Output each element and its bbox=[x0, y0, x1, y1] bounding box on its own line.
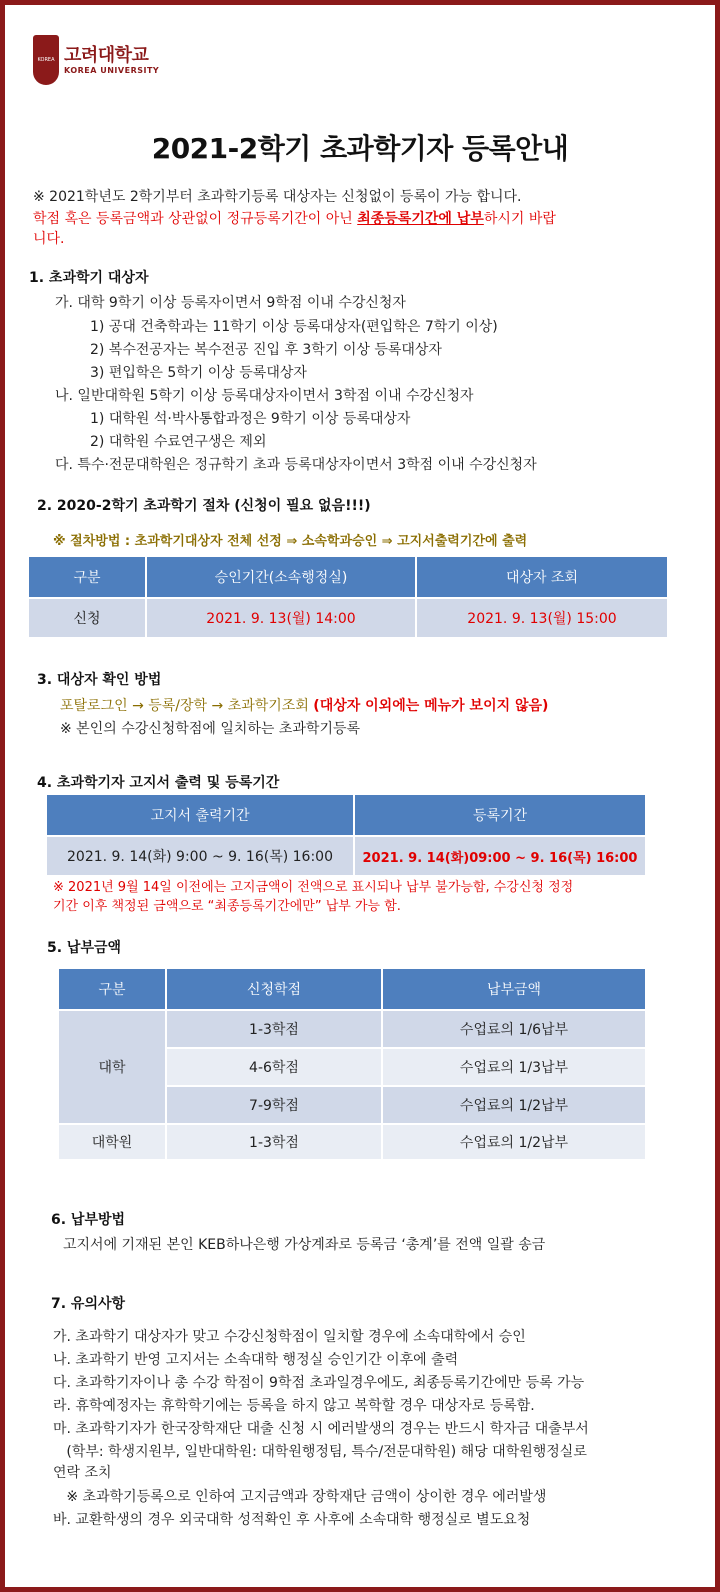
table-cell: 수업료의 1/6납부 bbox=[382, 1010, 646, 1048]
table-header: 신청학점 bbox=[166, 968, 382, 1010]
s4-note-2: 기간 이후 책정된 금액으로 “최종등록기간에만” 납부 가능 함. bbox=[53, 899, 401, 914]
s7-line: 라. 휴학예정자는 휴학학기에는 등록을 하지 않고 복학할 경우 대상자로 등록함. bbox=[53, 1398, 535, 1414]
s6-text: 고지서에 기재된 본인 KEB하나은행 가상계좌로 등록금 ‘총계’를 전액 일괄 송금 bbox=[63, 1237, 546, 1253]
portal-path: 포탈로그인 → 등록/장학 → 초과학기조회 (대상자 이외에는 메뉴가 보이지 않음) bbox=[60, 698, 549, 714]
table-header: 대상자 조회 bbox=[416, 556, 668, 598]
table-cell: 신청 bbox=[28, 598, 146, 638]
final-period-emphasis: 최종등록기간에 납부 bbox=[357, 211, 484, 227]
table-header: 고지서 출력기간 bbox=[46, 794, 354, 836]
table-cell: 1-3학점 bbox=[166, 1124, 382, 1160]
s7-line: 연락 조치 bbox=[53, 1465, 112, 1481]
section-1-heading: 1. 초과학기 대상자 bbox=[29, 270, 149, 286]
group-cell-grad: 대학원 bbox=[58, 1124, 166, 1160]
table-header: 납부금액 bbox=[382, 968, 646, 1010]
table-cell: 2021. 9. 13(월) 14:00 bbox=[146, 598, 416, 638]
billing-table bbox=[45, 793, 647, 877]
intro-line-2: 학점 혹은 등록금액과 상관없이 정규등록기간이 아닌 최종등록기간에 납부하시기 바랍 bbox=[33, 211, 556, 227]
intro-line-3: 니다. bbox=[33, 231, 65, 247]
section-7-heading: 7. 유의사항 bbox=[51, 1296, 126, 1312]
table-header: 승인기간(소속행정실) bbox=[146, 556, 416, 598]
s4-note-1: ※ 2021년 9월 14일 이전에는 고지금액이 전액으로 표시되나 납부 불가능함, 수강신청 정정 bbox=[53, 880, 574, 895]
s1-line: 가. 대학 9학기 이상 등록자이면서 9학점 이내 수강신청자 bbox=[55, 295, 406, 311]
table-header: 구분 bbox=[58, 968, 166, 1010]
s7-line: 바. 교환학생의 경우 외국대학 성적확인 후 사후에 소속대학 행정실로 별도요청 bbox=[53, 1512, 531, 1528]
section-4-heading: 4. 초과학기자 고지서 출력 및 등록기간 bbox=[37, 775, 280, 791]
section-5-heading: 5. 납부금액 bbox=[47, 940, 122, 956]
table-cell: 2021. 9. 14(화)09:00 ~ 9. 16(목) 16:00 bbox=[354, 836, 646, 876]
s7-line: (학부: 학생지원부, 일반대학원: 대학원행정팀, 특수/전문대학원) 해당 대학원행정실로 bbox=[53, 1444, 587, 1460]
group-cell-univ: 대학 bbox=[58, 1010, 166, 1124]
s1-line: 다. 특수·전문대학원은 정규학기 초과 등록대상자이면서 3학점 이내 수강신청자 bbox=[55, 457, 537, 473]
s7-line: 가. 초과학기 대상자가 맞고 수강신청학점이 일치할 경우에 소속대학에서 승인 bbox=[53, 1329, 526, 1345]
table-cell: 수업료의 1/3납부 bbox=[382, 1048, 646, 1086]
s7-line: ※ 초과학기등록으로 인하여 고지금액과 장학재단 금액이 상이한 경우 에러발생 bbox=[53, 1489, 547, 1505]
section-3-heading: 3. 대상자 확인 방법 bbox=[37, 672, 162, 688]
table-cell: 수업료의 1/2납부 bbox=[382, 1124, 646, 1160]
s1-line: 1) 대학원 석·박사통합과정은 9학기 이상 등록대상자 bbox=[90, 411, 411, 427]
table-cell: 1-3학점 bbox=[166, 1010, 382, 1048]
table-cell: 2021. 9. 14(화) 9:00 ~ 9. 16(목) 16:00 bbox=[46, 836, 354, 876]
university-logo bbox=[33, 35, 159, 85]
table-cell: 7-9학점 bbox=[166, 1086, 382, 1124]
s7-line: 마. 초과학기자가 한국장학재단 대출 신청 시 에러발생의 경우는 반드시 학자금 대출부서 bbox=[53, 1421, 589, 1437]
table-cell: 4-6학점 bbox=[166, 1048, 382, 1086]
s7-line: 나. 초과학기 반영 고지서는 소속대학 행정실 승인기간 이후에 출력 bbox=[53, 1352, 459, 1368]
tiger-seal-icon: KOREA bbox=[33, 35, 59, 85]
approval-table bbox=[27, 555, 669, 639]
s1-line: 3) 편입학은 5학기 이상 등록대상자 bbox=[90, 365, 307, 381]
table-cell: 2021. 9. 13(월) 15:00 bbox=[416, 598, 668, 638]
table-header: 등록기간 bbox=[354, 794, 646, 836]
section-2-heading: 2. 2020-2학기 초과학기 절차 (신청이 필요 없음!!!) bbox=[37, 498, 371, 514]
intro-line-1: ※ 2021학년도 2학기부터 초과학기등록 대상자는 신청없이 등록이 가능 합니다. bbox=[33, 189, 522, 205]
table-cell: 수업료의 1/2납부 bbox=[382, 1086, 646, 1124]
section-6-heading: 6. 납부방법 bbox=[51, 1212, 126, 1228]
s1-line: 2) 대학원 수료연구생은 제외 bbox=[90, 434, 267, 450]
s7-line: 다. 초과학기자이나 총 수강 학점이 9학점 초과일경우에도, 최종등록기간에만 등록 가능 bbox=[53, 1375, 585, 1391]
s1-line: 나. 일반대학원 5학기 이상 등록대상자이면서 3학점 이내 수강신청자 bbox=[55, 388, 474, 404]
logo-korean: 고려대학교 bbox=[64, 44, 149, 66]
s3-note: ※ 본인의 수강신청학점에 일치하는 초과학기등록 bbox=[60, 721, 361, 737]
procedure-line: ※ 절차방법 : 초과학기대상자 전체 선정 ⇒ 소속학과승인 ⇒ 고지서출력기간에 출력 bbox=[53, 534, 528, 549]
payment-table bbox=[57, 967, 647, 1161]
s1-line: 1) 공대 건축학과는 11학기 이상 등록대상자(편입학은 7학기 이상) bbox=[90, 319, 498, 335]
table-header: 구분 bbox=[28, 556, 146, 598]
logo-english: KOREA UNIVERSITY bbox=[64, 65, 160, 75]
s1-line: 2) 복수전공자는 복수전공 진입 후 3학기 이상 등록대상자 bbox=[90, 342, 442, 358]
page-title: 2021-2학기 초과학기자 등록안내 bbox=[151, 132, 569, 165]
